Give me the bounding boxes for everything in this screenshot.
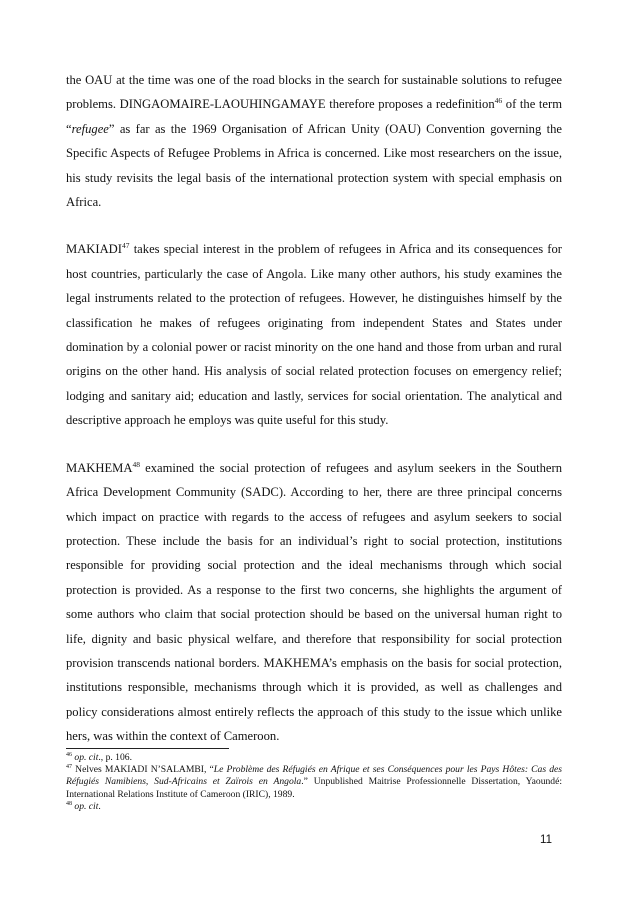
footnote-separator <box>66 748 229 749</box>
paragraph <box>66 456 562 749</box>
footnote-number: 46 <box>66 751 72 758</box>
italic-text: op. cit <box>74 752 99 763</box>
body-text <box>66 68 562 749</box>
text-run: .” Unpublished Maitrise Professionnelle Dissertation, Yaoundé: International Relations Institute of Cameroon (IRIC), 1989. <box>66 776 563 800</box>
footnote-reference: 48 <box>132 459 140 469</box>
text-run: ., p. 106. <box>98 752 132 763</box>
text-run: Nelves MAKIADI N’SALAMBI, “ <box>72 764 214 776</box>
paragraph <box>66 68 562 214</box>
footnote-number: 47 <box>66 764 72 771</box>
text-run: of the term “ <box>66 97 563 136</box>
italic-text: Le Problème des Réfugiés en Afrique et ses Conséquences pour les Pays Hôtes: Cas des Réfugiés Namibiens, Sud-Africains et Zaïrois en Angola <box>66 764 563 788</box>
italic-text: refugee <box>71 121 109 136</box>
footnote-reference: 46 <box>494 96 503 106</box>
footnote <box>66 801 562 813</box>
italic-text: op. cit <box>74 800 99 812</box>
footnote-text <box>72 801 101 812</box>
footnotes <box>66 752 562 813</box>
footnote <box>66 752 562 764</box>
text-run: ” as far as the 1969 Organisation of African Unity (OAU) Convention governing the Specific Aspects of Refugee Problems in Africa is concerned. Like most researchers on the issue, his study revisits the legal basis of the international protection system with special emphasis on Africa. <box>66 121 562 210</box>
text-run: MAKHEMA <box>66 460 133 475</box>
text-run: . <box>98 800 101 812</box>
footnote-reference: 47 <box>121 241 130 251</box>
page-number: 11 <box>540 834 552 846</box>
footnote-text <box>66 764 562 799</box>
paragraph <box>66 237 562 432</box>
footnote-text <box>72 752 132 763</box>
footnote-number: 48 <box>66 800 72 807</box>
text-run: examined the social protection of refugees and asylum seekers in the Southern Africa Development Community (SADC). According to her, there are three principal concerns which impact on practice with regards to the access of refugees and asylum seekers to social protection. These include the basis for an individual’s right to social protection, institutions responsible for providing social protection and the ideal mechanisms through which social protection is provided. As a response to the first two concerns, she highlights the argument of some authors who claim that social protection should be based on the universal human right to life, dignity and basic physical welfare, and therefore that responsibility for social protection provision transcends national borders. MAKHEMA’s emphasis on the basis for social protection, institutions responsible, mechanisms through which it is provided, as well as challenges and policy considerations almost entirely reflects the approach of this study to the issue which unlike hers, was within the context of Cameroon. <box>66 460 562 744</box>
text-run: takes special interest in the problem of refugees in Africa and its consequences for host countries, particularly the case of Angola. Like many other authors, his study examines the legal instruments related to the protection of refugees. However, he distinguishes himself by the classification he makes of refugees originating from independent States and States under domination by a colonial power or racist minority on the one hand and those from urban and rural origins on the other hand. His analysis of social related protection focuses on emergency relief; lodging and sanitary aid; education and lastly, services for social orientation. The analytical and descriptive approach he employs was quite useful for this study. <box>66 242 562 428</box>
text-run: the OAU at the time was one of the road blocks in the search for sustainable solutions to refugee problems. DINGAOMAIRE-LAOUHINGAMAYE therefore proposes a redefinition <box>66 73 562 112</box>
text-run: MAKIADI <box>66 242 122 257</box>
footnote <box>66 764 562 801</box>
